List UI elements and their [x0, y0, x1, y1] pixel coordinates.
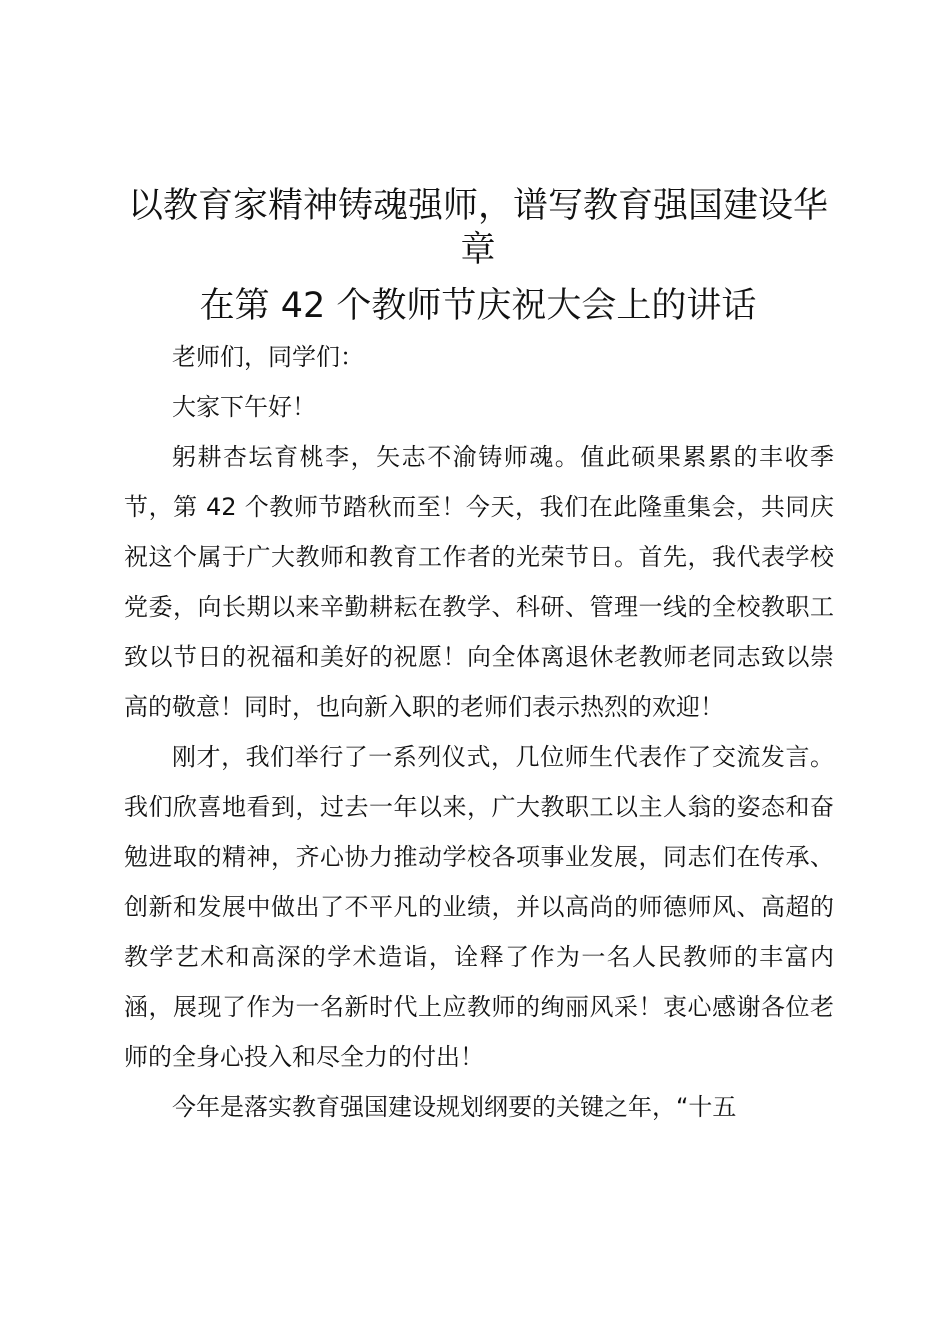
document-body: [124, 332, 834, 1132]
document-subtitle: 在第 42 个教师节庆祝大会上的讲话: [199, 286, 757, 326]
body-paragraph: 今年是落实教育强国建设规划纲要的关键之年，“十五: [172, 1093, 737, 1121]
greeting-paragraph: 大家下午好！: [172, 393, 316, 421]
document-title: 以教育家精神铸魂强师，谱写教育强国建设华章: [127, 186, 828, 270]
body-paragraph: 刚才，我们举行了一系列仪式，几位师生代表作了交流发言。我们欣喜地看到，过去一年以来，广大教职工以主人翁的姿态和奋勉进取的精神，齐心协力推动学校各项事业发展，同志们在传承、创新和发展中做出了不平凡的业绩，并以高尚的师德师风、高超的教学艺术和高深的学术造诣，诠释了作为一名人民教师的丰富内涵，展现了作为一名新时代上应教师的绚丽风采！衷心感谢各位老师的全身心投入和尽全力的付出！: [124, 743, 834, 1071]
body-paragraph: 躬耕杏坛育桃李，矢志不渝铸师魂。值此硕果累累的丰收季节，第 42 个教师节踏秋而至！今天，我们在此隆重集会，共同庆祝这个属于广大教师和教育工作者的光荣节日。首先，我代表学校党委，向长期以来辛勤耕耘在教学、科研、管理一线的全校教职工致以节日的祝福和美好的祝愿！向全体离退休老教师老同志致以崇高的敬意！同时，也向新入职的老师们表示热烈的欢迎！: [124, 443, 834, 721]
salutation-paragraph: 老师们，同学们：: [172, 343, 364, 371]
